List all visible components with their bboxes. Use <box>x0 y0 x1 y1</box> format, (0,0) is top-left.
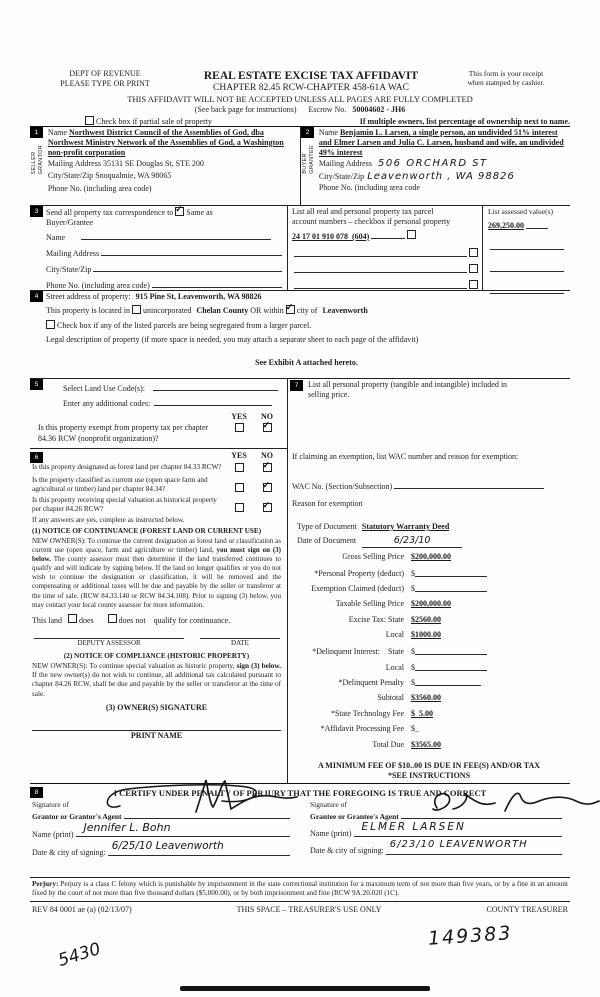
s5-yes-label: YES <box>231 412 247 421</box>
grantee-block <box>298 800 570 858</box>
receipt-note <box>442 69 570 95</box>
s3-city-row <box>46 262 284 275</box>
fee-row-state-tech-fee <box>292 709 566 725</box>
parcel-row-1 <box>292 229 478 242</box>
assessed-field-3[interactable] <box>490 262 564 272</box>
q3-yes-checkbox[interactable] <box>235 503 244 512</box>
fee-row-delinquent-interest-local <box>292 662 566 678</box>
same-as-label: Same as <box>186 208 213 217</box>
section-1-badge: 1 <box>30 127 43 138</box>
send-correspondence-line <box>46 207 284 218</box>
land-use-row <box>63 381 281 394</box>
s4-rail <box>30 291 44 378</box>
parcel-row-2 <box>292 247 478 257</box>
s5-yes-checkbox[interactable] <box>235 423 244 432</box>
rev-number: REV 84 0001 ae (a) (02/13/07) <box>32 905 132 914</box>
receipt-line2: when stamped by cashier. <box>467 78 545 88</box>
signatures-grid <box>30 800 570 858</box>
grantee-date-label: Date & city of signing: <box>310 845 384 855</box>
escrow-label: Escrow No. <box>308 105 347 114</box>
grantor-date-line[interactable] <box>108 839 290 856</box>
grantor-sig-row <box>32 809 292 821</box>
seller-section <box>30 127 300 205</box>
additional-codes-field[interactable] <box>154 396 272 406</box>
owners-signature-title: (3) OWNER(S) SIGNATURE <box>105 702 208 712</box>
fee-value: $ 5.00 <box>411 708 433 718</box>
fee-value: $ <box>411 678 415 688</box>
pp-header-line2: selling price. <box>308 390 350 399</box>
section-6-badge: 6 <box>30 452 43 463</box>
grantee-date-row <box>310 838 564 856</box>
middle-sections <box>30 379 570 784</box>
fee-value: $200,000.00 <box>411 551 451 561</box>
q1-no-checkbox[interactable] <box>263 463 272 472</box>
doc-date-field[interactable] <box>362 535 462 548</box>
notice-2-pre: NEW OWNER(S): To continue special valuation as historic property, <box>32 661 237 670</box>
street-address-value: 915 Pine St, Leavenworth, WA 98826 <box>135 292 262 301</box>
buyer-name-value: Benjamin L. Larsen, a single person, an undivided 51% interest and Elmer Larsen and Julia C. Larsen, husband and wife, an undivided 49% interest <box>318 128 564 157</box>
s3-mailing-label: Mailing Address <box>46 249 100 258</box>
section-4-badge: 4 <box>30 291 43 302</box>
partial-sale-label: Check box if partial sale of property <box>96 117 212 126</box>
s3-phone-field[interactable] <box>152 278 282 288</box>
unincorporated-label: unincorporated <box>142 306 192 315</box>
q3-no-checkbox[interactable] <box>263 503 272 512</box>
located-pre: This property is located in <box>46 306 130 315</box>
fee-label: *Delinquent Interest: State <box>312 647 404 656</box>
parcel-field-2[interactable] <box>294 247 467 257</box>
parcel-number-value: 24 17 01 910 078 (604) <box>292 232 370 241</box>
assessed-field-2[interactable] <box>490 240 564 250</box>
legal-desc-row: Legal description of property (if more space is needed, you may attach a separate sheet to each page of the affidavit) <box>46 335 419 344</box>
escrow-number: 50004602 - JH6 <box>352 105 406 114</box>
doc-date-value: 6/23/10 <box>393 535 431 546</box>
assessed-field-1[interactable] <box>526 220 548 229</box>
grantor-signature-line[interactable] <box>124 809 290 819</box>
notice-1-title: (1) NOTICE OF CONTINUANCE (FOREST LAND OR CURRENT USE) <box>32 527 262 535</box>
seller-phone-label: Phone No. (including area code) <box>47 184 152 193</box>
doc-type-label: Type of Document <box>297 522 357 531</box>
fee-value: $200,000.00 <box>411 598 451 608</box>
fee-row-delinquent-interest-state <box>292 646 566 662</box>
notice-1-body <box>32 537 281 610</box>
partial-sale-checkbox[interactable] <box>85 116 94 125</box>
left-column <box>30 379 287 783</box>
grantee-name-line[interactable] <box>354 820 562 837</box>
s3-phone-label: Phone No. (including area code) <box>46 281 150 290</box>
s3-mailing-row <box>46 246 284 259</box>
print-name-label: PRINT NAME <box>130 730 183 740</box>
form-title: REAL ESTATE EXCISE TAX AFFIDAVIT <box>203 70 419 82</box>
section-5-badge: 5 <box>30 379 43 390</box>
fee-label: Taxable Selling Price <box>335 598 404 608</box>
parcel-field-4[interactable] <box>294 279 467 289</box>
city-value: Leavenworth <box>322 306 368 315</box>
scan-artifact-bar <box>180 986 430 991</box>
fee-row-gross <box>292 552 566 568</box>
forest-land-section <box>30 449 287 741</box>
question-3-line2: per chapter 84.26 RCW? <box>32 505 104 513</box>
buyer-side-label <box>302 145 317 174</box>
grantor-sig-label2: Grantor or Grantor's Agent <box>32 812 122 822</box>
notice-2-bold: sign (3) below. <box>236 661 281 670</box>
grantee-name-value: ELMER LARSEN <box>361 820 466 833</box>
grantee-sig-label2: Grantee or Grantee's Agent <box>310 812 399 822</box>
grantor-name-value: Jennifer L. Bohn <box>83 820 171 834</box>
seller-name-row <box>48 128 297 158</box>
grantor-date-row <box>32 839 292 858</box>
seller-side2: GRANTOR <box>38 145 45 175</box>
question-3-row <box>32 496 281 514</box>
doc-date-row <box>297 535 566 548</box>
segregated-label: Check box if any of the listed parcels are being segregated from a larger parcel. <box>57 321 312 330</box>
street-address-label: Street address of property: <box>46 292 131 301</box>
buyer-mailing-value: 506 ORCHARD ST <box>377 158 488 169</box>
if-yes-note: If any answers are yes, complete as instructed below. <box>32 516 185 524</box>
assessor-date-label: DATE <box>231 638 249 647</box>
parcel-checkbox-4[interactable] <box>469 280 478 289</box>
fee-value: $_ <box>411 724 419 734</box>
county-treasurer-label: COUNTY TREASURER <box>486 905 568 914</box>
fee-field[interactable] <box>415 568 487 577</box>
handwritten-number-right: 149383 <box>427 922 514 950</box>
footer-row <box>30 902 570 915</box>
exempt-question: Is this property exempt from property tax per chapter <box>38 423 209 432</box>
s3-name-label: Name <box>46 233 66 242</box>
unincorporated-checkbox[interactable] <box>132 305 141 314</box>
notice-2-post: If the new owner(s) do not wish to continue, all additional tax calculated pursuant to chapter 84.26 RCW, shall be due and payable by the seller or transferor at the time of sale. <box>32 670 281 698</box>
receipt-line1: This form is your receipt <box>468 69 544 78</box>
assessed-row-1 <box>488 220 566 231</box>
segregated-checkbox[interactable] <box>46 320 55 329</box>
notice-2-title: (2) NOTICE OF COMPLIANCE (HISTORIC PROPERTY) <box>63 651 250 660</box>
grantor-name-line[interactable] <box>76 820 290 837</box>
escrow-line <box>30 105 570 115</box>
s6-no-label: NO <box>261 451 273 460</box>
tax-correspondence-row <box>30 206 570 291</box>
exhibit-note: See Exhibit A attached hereto. <box>255 358 358 367</box>
parcel-header2: account numbers – checkbox if personal property <box>292 217 451 226</box>
s3-name-field[interactable] <box>81 230 271 240</box>
fee-row-excise-local <box>292 630 566 646</box>
parcel-row-4 <box>292 279 478 289</box>
grantee-date-value: 6/23/10 LEAVENWORTH <box>389 838 528 850</box>
fee-row-exemption-claimed <box>292 583 566 599</box>
parcel-col <box>287 206 482 290</box>
certify-statement: I CERTIFY UNDER PENALTY OF PERJURY THAT THE FOREGOING IS TRUE AND CORRECT <box>113 788 487 798</box>
fee-field[interactable] <box>415 646 487 655</box>
buyer-side2: GRANTEE <box>309 145 316 174</box>
question-3-text <box>32 496 225 514</box>
perjury-clause <box>30 878 570 902</box>
fee-row-taxable <box>292 599 566 615</box>
assessed-row-3 <box>488 262 566 272</box>
fee-row-excise-state <box>292 615 566 631</box>
fee-value: $3560.00 <box>411 693 441 703</box>
doc-type-value: Statutory Warranty Deed <box>361 522 450 531</box>
grantor-date-label: Date & city of signing: <box>32 847 106 857</box>
buyer-city-row <box>319 171 567 184</box>
grantee-sig-row <box>310 809 564 821</box>
question-1-text: Is this property designated as forest land per chapter 84.33 RCW? <box>32 463 222 471</box>
s4-fields <box>44 291 570 378</box>
question-2-line2: agricultural or timber) land per chapter 84.34? <box>32 485 166 493</box>
seller-name-label: Name <box>47 128 67 137</box>
spacer <box>299 105 307 114</box>
seller-fields <box>46 127 300 205</box>
fee-label: Excise Tax: State <box>348 614 404 624</box>
land-qualify-row <box>32 614 281 626</box>
buyer-rail <box>301 127 317 205</box>
notice-1-bold: you must sign on (3) below. <box>32 546 281 564</box>
exempt-question-line2: 84.36 RCW (nonprofit organization)? <box>38 434 159 443</box>
multiple-owners-note: If multiple owners, list percentage of ownership next to name. <box>359 117 570 126</box>
form-header <box>30 69 570 95</box>
grantee-name-label: Name (print) <box>310 828 352 838</box>
see-instructions-note: *SEE INSTRUCTIONS <box>387 770 471 780</box>
deputy-assessor-block <box>34 638 184 648</box>
wac-row <box>292 479 566 492</box>
exempt-question-row <box>32 423 281 434</box>
assessed-col <box>482 206 570 290</box>
doc-type-row <box>297 522 566 532</box>
s3-phone-row <box>46 278 284 291</box>
fee-value: $3565.00 <box>411 740 441 750</box>
assessed-value: 269,250.00 <box>488 221 524 231</box>
seller-side-label <box>31 145 46 175</box>
buyer-side1: BUYER <box>302 153 308 174</box>
additional-codes-label: Enter any additional codes: <box>63 399 151 408</box>
section-7-badge: 7 <box>290 380 303 391</box>
fee-field[interactable] <box>415 677 481 686</box>
q2-yes-checkbox[interactable] <box>235 483 244 492</box>
seller-name-value: Northwest District Council of the Assemblies of God, dba Northwest Ministry Network of the Assemblies of God, a Washington non-profit corporation <box>47 128 284 157</box>
fee-value: $ <box>411 584 415 594</box>
send-correspondence-line2: Buyer/Grantee <box>46 218 94 227</box>
grantee-signature-line[interactable] <box>401 809 562 819</box>
land-use-field[interactable] <box>153 381 278 391</box>
buyer-mailing-row <box>319 158 567 171</box>
grantor-name-label: Name (print) <box>32 829 74 839</box>
grantee-name-row <box>310 820 564 839</box>
section-3-badge: 3 <box>30 206 43 217</box>
fee-row-total-due <box>292 740 566 756</box>
q1-yes-checkbox[interactable] <box>235 463 244 472</box>
or-within-label: OR within <box>250 306 284 315</box>
s3-rail <box>30 206 44 290</box>
parcel-row-3 <box>292 263 478 273</box>
seller-phone-row <box>48 184 297 194</box>
fee-value: $ <box>411 662 415 672</box>
grantee-sig-label1: Signature of <box>310 800 347 809</box>
parties-row <box>30 127 570 206</box>
s3-city-field[interactable] <box>93 262 282 272</box>
fee-value: $1000.00 <box>411 630 441 640</box>
seller-rail <box>30 127 46 205</box>
wac-field[interactable] <box>394 479 544 489</box>
s3-fields <box>44 206 287 290</box>
reason-label: Reason for exemption <box>292 499 363 508</box>
buyer-fields <box>317 127 570 205</box>
deputy-assessor-label: DEPUTY ASSESSOR <box>77 638 141 647</box>
s6-yes-no-header <box>32 451 281 461</box>
fee-field[interactable] <box>415 662 487 671</box>
this-land-label: This land <box>32 615 62 625</box>
seller-city-row <box>48 171 297 181</box>
assessed-header: List assessed value(s) <box>488 207 553 216</box>
form-body <box>30 126 570 915</box>
personal-property-header <box>308 380 566 400</box>
grantee-date-line[interactable] <box>386 838 562 855</box>
city-checkbox[interactable] <box>286 305 295 314</box>
fee-value: $2560.00 <box>411 614 441 624</box>
title-block <box>180 69 442 95</box>
buyer-city-value: Leavenworth , WA 98826 <box>367 170 515 182</box>
s5-no-label: NO <box>261 412 273 421</box>
fee-label: *Affidavit Processing Fee <box>320 724 404 734</box>
land-use-section <box>30 379 287 449</box>
buyer-phone-label: Phone No. (including area code <box>318 183 420 192</box>
seller-side1: SELLER <box>31 151 37 175</box>
correspondence-col <box>30 206 287 290</box>
question-2-line1: Is the property classified as current use (open space farm and <box>32 476 208 484</box>
buyer-mailing-label: Mailing Address <box>318 159 372 168</box>
seller-mailing-value: 35131 SE Douglas St, STE 200 <box>102 159 204 168</box>
qualify-label: qualify for continuance. <box>153 615 231 625</box>
s5-no-checkbox[interactable] <box>263 423 272 432</box>
send-correspondence-label: Send all property tax correspondence to <box>46 208 174 217</box>
fee-row-affidavit-processing <box>292 724 566 740</box>
question-2-text <box>32 476 225 494</box>
notice-2-body <box>32 662 281 699</box>
fee-label: *State Technology Fee <box>330 708 404 718</box>
dept-line2: PLEASE TYPE OR PRINT <box>60 79 150 88</box>
assessor-date-block <box>200 638 280 648</box>
notice-1-pre: NEW OWNER(S): To continue the current designation as forest land or classification as current use (open space, farm and agriculture or timber) land, <box>32 537 281 555</box>
s3-city-label: City/State/Zip <box>46 265 92 274</box>
instructions-note: (See back page for instructions) <box>194 105 297 114</box>
exemption-intro: If claiming an exemption, list WAC number and reason for exemption: <box>292 452 519 461</box>
land-does-not-checkbox[interactable] <box>108 614 117 623</box>
fee-label: Subtotal <box>377 693 404 703</box>
grantor-block <box>30 800 298 858</box>
does-label: does <box>79 615 94 625</box>
grantor-sig-label1: Signature of <box>32 800 69 809</box>
street-address-row <box>46 292 567 302</box>
assessed-row-2 <box>488 240 566 250</box>
s3-mailing-field[interactable] <box>101 246 282 256</box>
pp-header-line1: List all personal property (tangible and intangible) included in <box>308 380 508 389</box>
assessor-sign-row <box>32 638 281 648</box>
county-value: Chelan County <box>196 306 249 315</box>
fee-label: Gross Selling Price <box>342 551 404 561</box>
s6-yes-label: YES <box>231 451 247 460</box>
certification-section <box>30 784 570 878</box>
parcel-checkbox-3[interactable] <box>469 264 478 273</box>
seller-mailing-label: Mailing Address <box>47 159 101 168</box>
header-notice: THIS AFFIDAVIT WILL NOT BE ACCEPTED UNLESS ALL PAGES ARE FULLY COMPLETED <box>127 94 473 104</box>
land-does-checkbox[interactable] <box>68 614 77 623</box>
fee-label: Local <box>385 662 404 672</box>
segregated-row <box>46 320 567 331</box>
q2-no-checkbox[interactable] <box>263 483 272 492</box>
same-as-checkbox[interactable] <box>175 207 184 216</box>
section-8-badge: 8 <box>30 787 43 798</box>
s5-yes-no-header <box>32 412 281 422</box>
city-of-label: city of <box>296 306 318 315</box>
grantor-name-row <box>32 820 292 840</box>
does-not-label: does not <box>118 615 146 625</box>
question-3-line1: Is this property receiving special valuation as historical property <box>32 496 217 504</box>
fee-field[interactable] <box>415 583 487 592</box>
perjury-text: Perjury is a class C felony which is punishable by imprisonment in the state correctional institution for a maximum term of not more than five years, or by a fine in an amount fixed by the court of not more than five thousand dollars ($5,000.00), or by both imprisonment and fine (RCW 9A.20.020 (1C). <box>32 880 568 897</box>
fee-row-delinquent-penalty <box>292 677 566 693</box>
notice-1-post: The county assessor must then determine if the land transferred continues to qualify and will indicate by signing below. If the land no longer qualifies or you do not wish to continue the designation or classification, it will be removed and the compensating or additional taxes will be due and payable by the seller or transferor at the time of sale. (RCW 84.33.140 or RCW 84.34.108). Prior to signing (3) below, you may contact your local county assessor for more information. <box>32 555 281 609</box>
treasurer-space-label: THIS SPACE – TREASURER'S USE ONLY <box>236 905 382 914</box>
fee-label: *Delinquent Penalty <box>338 678 404 688</box>
doc-date-label: Date of Document <box>297 536 357 545</box>
s3-name-row <box>46 230 284 243</box>
seller-city-label: City/State/Zip <box>47 171 94 180</box>
fee-table <box>292 552 566 756</box>
question-2-row <box>32 476 281 494</box>
additional-codes-row <box>63 396 281 409</box>
seller-city-value: Snoqualmie, WA 98065 <box>95 171 172 180</box>
buyer-phone-row <box>319 183 567 193</box>
parcel-field-3[interactable] <box>294 263 467 273</box>
buyer-city-label: City/State/Zip <box>318 171 365 181</box>
perjury-label: Perjury: <box>32 880 59 888</box>
fee-value: $ <box>411 647 415 656</box>
fee-value: $ <box>411 568 415 578</box>
parcel-checkbox-2[interactable] <box>469 248 478 257</box>
minimum-fee-note: A MINIMUM FEE OF $10..00 IS DUE IN FEE(S) AND/OR TAX <box>317 760 541 770</box>
buyer-name-row <box>319 128 567 158</box>
question-1-row <box>32 463 281 474</box>
grantor-date-value: 6/25/10 Leavenworth <box>111 839 224 852</box>
handwritten-number-left: 5430 <box>55 939 104 971</box>
parcel-header1: List all real and personal property tax parcel <box>292 207 434 216</box>
fee-label: Exemption Claimed (deduct) <box>311 584 404 594</box>
section-2-badge: 2 <box>301 127 314 138</box>
fee-label: *Personal Property (deduct) <box>314 568 404 578</box>
property-address-section <box>30 291 570 379</box>
buyer-section <box>300 127 570 205</box>
dept-block <box>30 69 180 95</box>
parcel-checkbox-1[interactable] <box>407 230 416 239</box>
seller-mailing-row <box>48 159 297 169</box>
fee-label: Local <box>385 630 404 640</box>
form-subtitle: CHAPTER 82.45 RCW-CHAPTER 458-61A WAC <box>213 83 409 94</box>
fee-label: Total Due <box>372 740 404 750</box>
land-use-label: Select Land Use Code(s): <box>63 384 145 393</box>
fee-row-subtotal <box>292 693 566 709</box>
wac-label: WAC No. (Section/Subsection) <box>292 482 393 491</box>
parcel-field-1[interactable] <box>371 229 405 239</box>
location-row <box>46 305 567 316</box>
right-column <box>287 379 570 783</box>
dept-line1: DEPT OF REVENUE <box>69 69 141 78</box>
fee-row-personal-property <box>292 568 566 584</box>
buyer-name-label: Name <box>318 128 338 137</box>
